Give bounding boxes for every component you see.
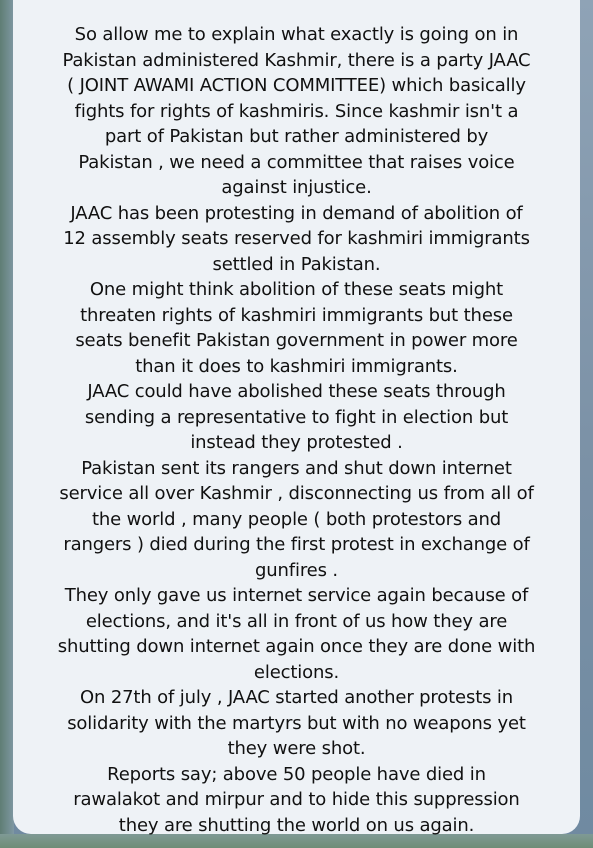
note-line: JAAC could have abolished these seats through [87, 381, 506, 402]
note-line: instead they protested . [190, 432, 403, 453]
note-line: fights for rights of kashmiris. Since kashmir isn't a [74, 100, 519, 122]
note-line: rawalakot and mirpur and to hide this suppression [73, 789, 520, 810]
note-line: gunfires . [255, 559, 338, 581]
note-line: shutting down internet again once they are done with [57, 636, 536, 657]
background-edge-left [0, 0, 14, 848]
note-line: service all over Kashmir , disconnecting us from all of [59, 483, 534, 504]
note-line: they were shot. [227, 738, 366, 759]
note-line: against injustice. [221, 177, 372, 198]
note-line: Pakistan administered Kashmir, there is a party JAAC [62, 49, 531, 71]
note-line: than it does to kashmiri immigrants. [135, 355, 458, 377]
note-line: solidarity with the martyrs but with no weapons yet [67, 712, 526, 734]
note-line: Pakistan sent its rangers and shut down internet [81, 457, 512, 479]
note-line: Reports say; above 50 people have died in [107, 763, 486, 785]
note-line: 12 assembly seats reserved for kashmiri immigrants [63, 228, 530, 249]
note-line: seats benefit Pakistan government in power more [75, 330, 518, 351]
note-line: They only gave us internet service again because of [64, 585, 529, 606]
note-line: JAAC has been protesting in demand of abolition of [70, 202, 523, 224]
note-line: rangers ) died during the first protest in exchange of [63, 534, 530, 555]
note-line: One might think abolition of these seats might [89, 279, 504, 300]
note-line: So allow me to explain what exactly is going on in [74, 24, 519, 45]
note-line: sending a representative to fight in election but [84, 406, 509, 428]
note-line: elections, and it's all in front of us how they are [85, 610, 508, 632]
note-line: settled in Pakistan. [212, 253, 381, 275]
note-line: On 27th of july , JAAC started another protests in [79, 687, 514, 708]
note-line: ( JOINT AWAMI ACTION COMMITTEE) which basically [67, 75, 526, 96]
note-line: elections. [253, 661, 340, 683]
note-line: Pakistan , we need a committee that raises voice [78, 151, 515, 173]
note-card [13, 0, 580, 834]
note-line: they are shutting the world on us again. [118, 814, 475, 836]
note-line: part of Pakistan but rather administered by [104, 126, 489, 147]
note-line: the world , many people ( both protestors and [91, 508, 502, 530]
note-line: threaten rights of kashmiri immigrants but these [80, 304, 513, 326]
note-text [33, 22, 560, 838]
